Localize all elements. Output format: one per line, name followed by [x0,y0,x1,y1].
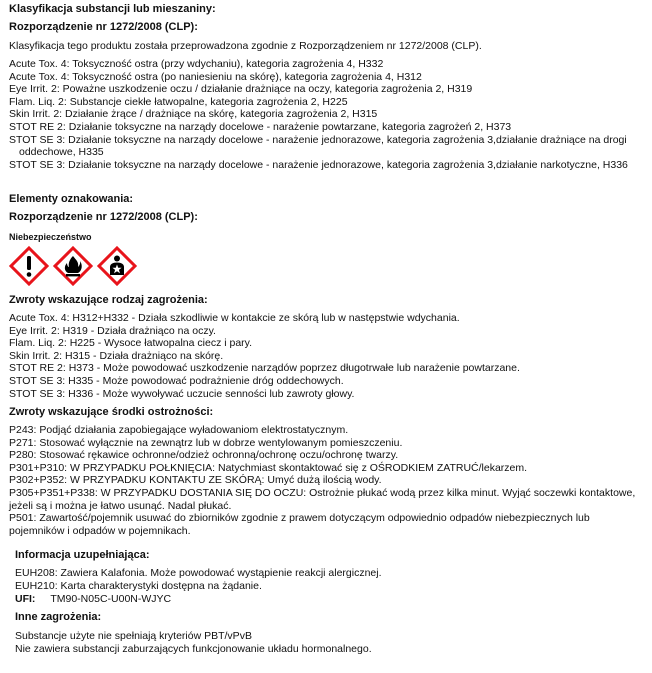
classification-list [9,58,628,171]
other-hazards-list [15,630,372,655]
labelling-regulation: Rozporządzenie nr 1272/2008 (CLP): [9,211,198,223]
classification-intro: Klasyfikacja tego produktu została przeprowadzona zgodnie z Rozporządzeniem nr 1272/2008 (CLP). [9,40,482,52]
other-hazards-title: Inne zagrożenia: [15,611,102,623]
precautionary-statements-title: Zwroty wskazujące środki ostrożności: [9,406,214,418]
classification-regulation: Rozporządzenie nr 1272/2008 (CLP): [9,21,198,33]
flame-icon [55,248,91,284]
ghs-pictograms [8,246,140,286]
hazard-statement: Eye Irrit. 2: H319 - Działa drażniąco na oczy. [9,324,216,337]
precautionary-statement: P243: Podjąć działania zapobiegające wyładowaniom elektrostatycznym. [9,424,349,436]
classification-line: STOT SE 3: Działanie toksyczne na narządy docelowe - narażenie jednorazowe, kategoria zagrożenia 3,działanie narkotyczne, H336 [9,158,628,171]
ufi-row [15,593,171,606]
signal-word: Niebezpieczeństwo [9,232,92,242]
hazard-statements-list [9,312,520,400]
hazard-statements-title: Zwroty wskazujące rodzaj zagrożenia: [9,294,208,306]
classification-line: oddechowe, H335 [19,146,104,159]
supplementary-line: EUH210: Karta charakterystyki dostępna na żądanie. [15,579,262,592]
hazard-statement: Flam. Liq. 2: H225 - Wysoce łatwopalna ciecz i pary. [9,337,253,350]
classification-line: STOT SE 3: Działanie toksyczne na narządy docelowe - narażenie jednorazowe, kategoria zagrożenia 3,działanie drażniące na drogi [9,133,627,146]
ufi-value: TM90-N05C-U00N-WJYC [50,593,172,605]
classification-title: Klasyfikacja substancji lub mieszaniny: [9,3,216,15]
exclamation-mark-icon [11,248,47,284]
other-hazards-line: Substancje użyte nie spełniają kryteriów PBT/vPvB [15,630,252,642]
precautionary-statement: P501: Zawartość/pojemnik usuwać do zbiorników zgodnie z prawem dotyczącym odpowiednio odpadów niebezpiecznych lub [9,512,590,525]
health-hazard-icon [99,248,135,284]
hazard-statement: Skin Irrit. 2: H315 - Działa drażniąco na skórę. [9,349,224,362]
other-hazards-line: Nie zawiera substancji zaburzających funkcjonowanie układu hormonalnego. [15,642,372,655]
supplementary-title: Informacja uzupełniająca: [15,549,150,561]
precautionary-statement: P271: Stosować wyłącznie na zewnątrz lub w dobrze wentylowanym pomieszczeniu. [9,436,403,449]
precautionary-statement: P302+P352: W PRZYPADKU KONTAKTU ZE SKÓRĄ: Umyć dużą ilością wody. [9,474,382,487]
precautionary-statement: P280: Stosować rękawice ochronne/odzież ochronną/ochronę oczu/ochronę twarzy. [9,449,399,462]
hazard-statement: STOT RE 2: H373 - Może powodować uszkodzenie narządów poprzez długotrwałe lub narażenie powtarzane. [9,362,520,375]
precautionary-statement: jeżeli są i można je łatwo usunąć. Nadal płukać. [9,499,232,512]
supplementary-line: EUH208: Zawiera Kalafonia. Może powodować wystąpienie reakcji alergicznej. [15,567,382,579]
precautionary-statements-list [9,424,635,537]
hazard-statement: STOT SE 3: H336 - Może wywoływać uczucie senności lub zawroty głowy. [9,387,355,400]
ufi-label: UFI: [15,593,36,605]
hazard-statement: Acute Tox. 4: H312+H332 - Działa szkodliwie w kontakcie ze skórą lub w następstwie wdychania. [9,312,460,324]
precautionary-statement: pojemników i odpadów w pojemnikach. [9,524,191,537]
classification-line: Skin Irrit. 2: Działanie żrące / drażniące na skórę, kategoria zagrożenia 2, H315 [9,108,378,121]
classification-line: Acute Tox. 4: Toksyczność ostra (przy wdychaniu), kategoria zagrożenia 4, H332 [9,58,384,70]
classification-line: Flam. Liq. 2: Substancje ciekłe łatwopalne, kategoria zagrożenia 2, H225 [9,95,348,108]
classification-line: Acute Tox. 4: Toksyczność ostra (po naniesieniu na skórę), kategoria zagrożenia 4, H312 [9,70,422,83]
hazard-statement: STOT SE 3: H335 - Może powodować podrażnienie dróg oddechowych. [9,374,344,387]
precautionary-statement: P305+P351+P338: W PRZYPADKU DOSTANIA SIĘ DO OCZU: Ostrożnie płukać wodą przez kilka minut. Wyjąć soczewki kontaktowe, [9,486,636,499]
precautionary-statement: P301+P310: W PRZYPADKU POŁKNIĘCIA: Natychmiast skontaktować się z OŚRODKIEM ZATRUĆ/lekarzem. [9,461,528,474]
supplementary-list [15,567,382,592]
labelling-title: Elementy oznakowania: [9,193,134,205]
classification-line: Eye Irrit. 2: Poważne uszkodzenie oczu / działanie drażniące na oczy, kategoria zagrożenia 2, H319 [9,83,473,96]
classification-line: STOT RE 2: Działanie toksyczne na narządy docelowe - narażenie powtarzane, kategoria zagrożeń 2, H373 [9,120,512,133]
